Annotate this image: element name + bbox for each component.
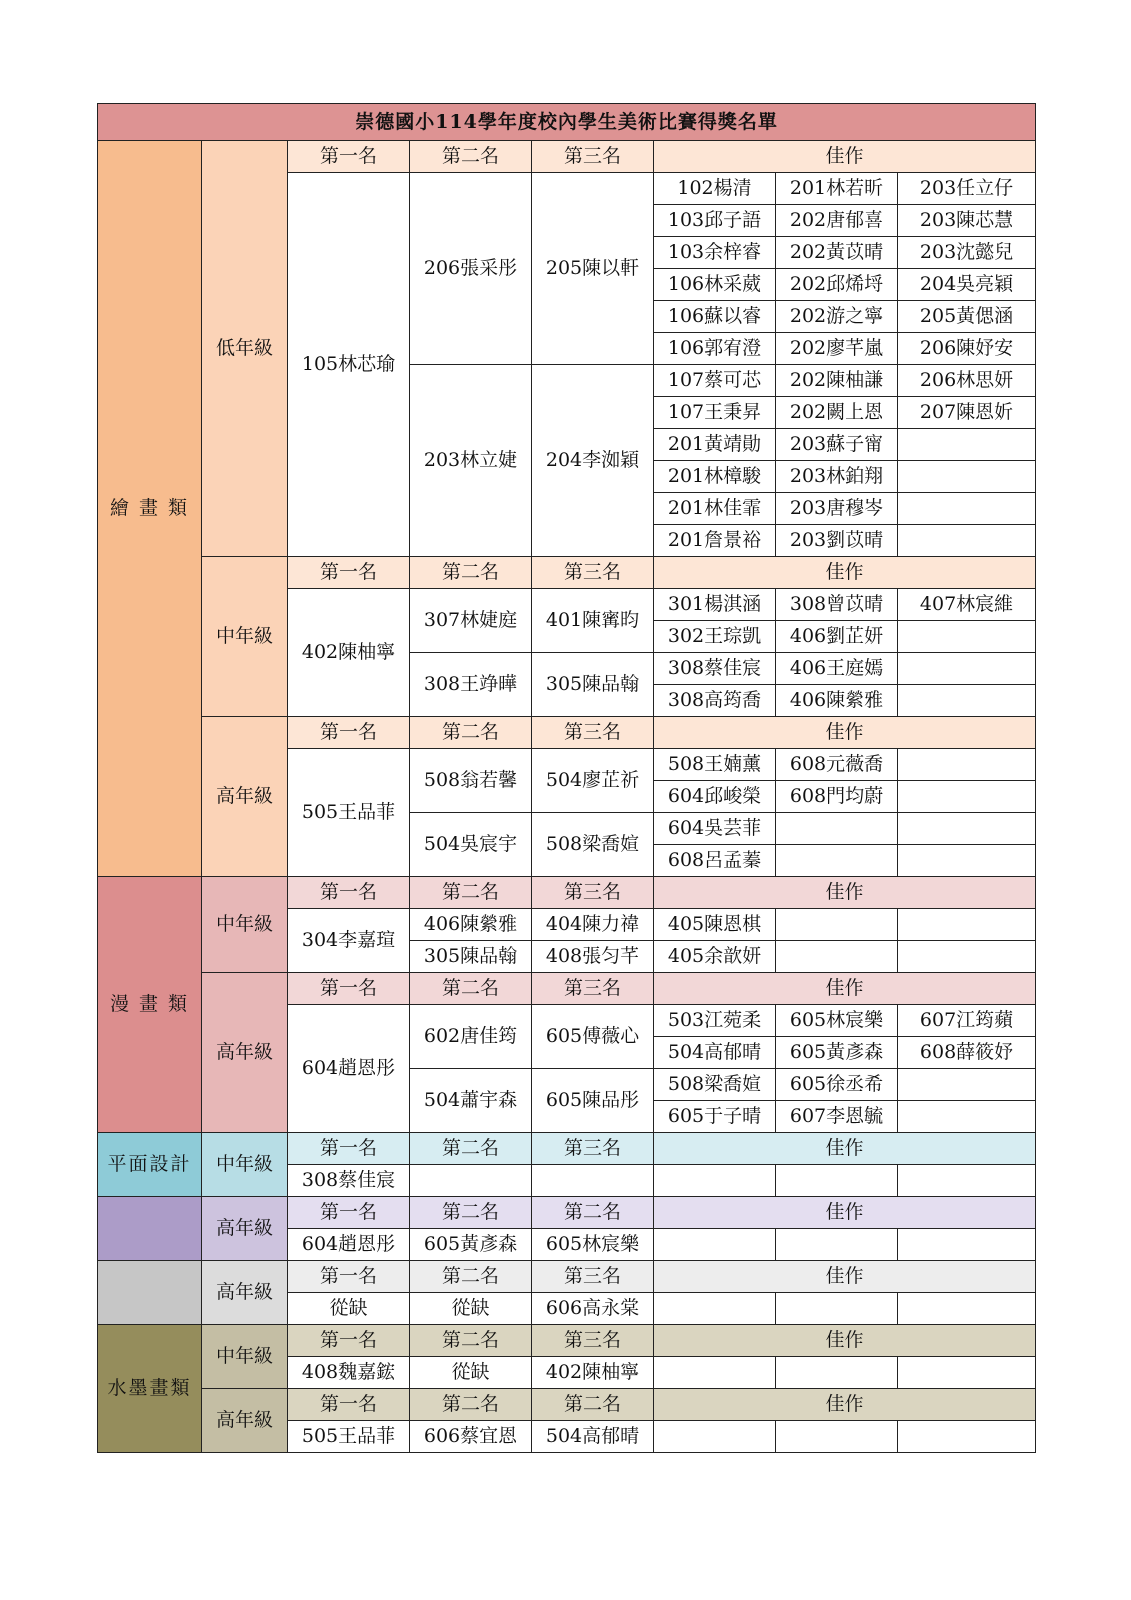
- honorable-header: 佳作: [654, 1133, 1036, 1165]
- rank-header: 第二名: [410, 717, 532, 749]
- honorable-cell: 206林思妍: [898, 365, 1036, 397]
- rank-header: 第一名: [288, 557, 410, 589]
- honorable-cell: [776, 1229, 898, 1261]
- honorable-cell: [898, 685, 1036, 717]
- rank-header: 第二名: [532, 1197, 654, 1229]
- honorable-cell: [898, 1101, 1036, 1133]
- first-place-cell: 408魏嘉鋐: [288, 1357, 410, 1389]
- honorable-cell: 308曾苡晴: [776, 589, 898, 621]
- header-row: [98, 1325, 1036, 1357]
- honorable-cell: 201林佳霏: [654, 493, 776, 525]
- third-place-cell: 404陳力禕: [532, 909, 654, 941]
- honorable-cell: 203任立仔: [898, 173, 1036, 205]
- honorable-cell: 102楊清: [654, 173, 776, 205]
- honorable-cell: 203陳芯慧: [898, 205, 1036, 237]
- rank-header: 第三名: [532, 877, 654, 909]
- honorable-cell: [654, 1357, 776, 1389]
- rank-header: 第一名: [288, 973, 410, 1005]
- third-place-cell: 504高郁晴: [532, 1421, 654, 1453]
- grade-label: 高年級: [202, 1197, 288, 1261]
- third-place-cell: 605傅薇心: [532, 1005, 654, 1069]
- honorable-cell: [898, 1293, 1036, 1325]
- rank-header: 第一名: [288, 717, 410, 749]
- honorable-cell: [776, 1165, 898, 1197]
- first-place-cell: 105林芯瑜: [288, 173, 410, 557]
- third-place-cell: 605陳品彤: [532, 1069, 654, 1133]
- first-place-cell: 505王品菲: [288, 1421, 410, 1453]
- honorable-header: 佳作: [654, 717, 1036, 749]
- second-place-cell: 從缺: [410, 1293, 532, 1325]
- second-place-cell: [410, 1165, 532, 1197]
- honorable-cell: 608門均蔚: [776, 781, 898, 813]
- first-place-cell: 308蔡佳宸: [288, 1165, 410, 1197]
- honorable-header: 佳作: [654, 1389, 1036, 1421]
- third-place-cell: 305陳品翰: [532, 653, 654, 717]
- second-place-cell: 206張采彤: [410, 173, 532, 365]
- honorable-cell: 106蘇以睿: [654, 301, 776, 333]
- grade-label: 中年級: [202, 877, 288, 973]
- rank-header: 第二名: [410, 1133, 532, 1165]
- honorable-cell: [898, 781, 1036, 813]
- rank-header: 第二名: [410, 877, 532, 909]
- honorable-cell: 406陳縈雅: [776, 685, 898, 717]
- honorable-header: 佳作: [654, 1325, 1036, 1357]
- honorable-cell: 201林若昕: [776, 173, 898, 205]
- page-title: 崇德國小114學年度校內學生美術比賽得獎名單: [98, 104, 1036, 141]
- third-place-cell: [532, 1165, 654, 1197]
- category-label: [98, 1197, 202, 1261]
- honorable-cell: [898, 653, 1036, 685]
- third-place-cell: 606高永棠: [532, 1293, 654, 1325]
- honorable-cell: 106林采葳: [654, 269, 776, 301]
- honorable-cell: 508梁喬媗: [654, 1069, 776, 1101]
- second-place-cell: 308王竫曄: [410, 653, 532, 717]
- honorable-header: 佳作: [654, 557, 1036, 589]
- header-row: [98, 557, 1036, 589]
- third-place-cell: 408張匀芊: [532, 941, 654, 973]
- rank-header: 第一名: [288, 1133, 410, 1165]
- rank-header: 第二名: [410, 1261, 532, 1293]
- grade-label: 中年級: [202, 1133, 288, 1197]
- rank-header: 第一名: [288, 141, 410, 173]
- third-place-cell: 205陳以軒: [532, 173, 654, 365]
- category-label: [98, 1261, 202, 1325]
- honorable-cell: 308蔡佳宸: [654, 653, 776, 685]
- header-row: [98, 877, 1036, 909]
- third-place-cell: 402陳柚寧: [532, 1357, 654, 1389]
- rank-header: 第一名: [288, 1197, 410, 1229]
- honorable-cell: 207陳恩妡: [898, 397, 1036, 429]
- honorable-cell: [776, 941, 898, 973]
- category-label: 漫 畫 類: [98, 877, 202, 1133]
- honorable-cell: 202唐郁喜: [776, 205, 898, 237]
- category-label: 繪 畫 類: [98, 141, 202, 877]
- rank-header: 第三名: [532, 973, 654, 1005]
- second-place-cell: 504蕭宇森: [410, 1069, 532, 1133]
- honorable-cell: 607李恩毓: [776, 1101, 898, 1133]
- honorable-cell: 203蘇子甯: [776, 429, 898, 461]
- honorable-cell: 605林宸樂: [776, 1005, 898, 1037]
- honorable-cell: 605徐丞希: [776, 1069, 898, 1101]
- honorable-cell: 201詹景裕: [654, 525, 776, 557]
- third-place-cell: 204李洳穎: [532, 365, 654, 557]
- second-place-cell: 從缺: [410, 1357, 532, 1389]
- honorable-header: 佳作: [654, 141, 1036, 173]
- grade-label: 高年級: [202, 1389, 288, 1453]
- rank-header: 第三名: [532, 717, 654, 749]
- honorable-cell: [898, 813, 1036, 845]
- grade-label: 中年級: [202, 1325, 288, 1389]
- honorable-cell: 405陳恩棋: [654, 909, 776, 941]
- third-place-cell: 504廖芷祈: [532, 749, 654, 813]
- rank-header: 第二名: [410, 141, 532, 173]
- honorable-cell: 103邱子語: [654, 205, 776, 237]
- honorable-cell: [898, 1357, 1036, 1389]
- honorable-cell: [898, 845, 1036, 877]
- grade-label: 高年級: [202, 973, 288, 1133]
- header-row: [98, 141, 1036, 173]
- first-place-cell: 402陳柚寧: [288, 589, 410, 717]
- header-row: [98, 973, 1036, 1005]
- honorable-cell: [654, 1421, 776, 1453]
- first-place-cell: 604趙恩彤: [288, 1229, 410, 1261]
- honorable-cell: 405余歆妍: [654, 941, 776, 973]
- honorable-cell: 205黃偲涵: [898, 301, 1036, 333]
- honorable-cell: [654, 1229, 776, 1261]
- honorable-cell: [776, 1421, 898, 1453]
- honorable-cell: 605黃彥森: [776, 1037, 898, 1069]
- rank-header: 第二名: [532, 1389, 654, 1421]
- honorable-cell: [898, 1165, 1036, 1197]
- honorable-header: 佳作: [654, 877, 1036, 909]
- honorable-cell: 202黃苡晴: [776, 237, 898, 269]
- honorable-cell: 202邱烯埒: [776, 269, 898, 301]
- third-place-cell: 508梁喬媗: [532, 813, 654, 877]
- honorable-cell: 203劉苡晴: [776, 525, 898, 557]
- category-label: 平面設計: [98, 1133, 202, 1197]
- third-place-cell: 401陳寗昀: [532, 589, 654, 653]
- honorable-cell: [898, 493, 1036, 525]
- honorable-cell: [898, 1229, 1036, 1261]
- honorable-cell: [776, 845, 898, 877]
- honorable-cell: 201林樟駿: [654, 461, 776, 493]
- rank-header: 第三名: [532, 557, 654, 589]
- honorable-cell: [898, 525, 1036, 557]
- header-row: [98, 1197, 1036, 1229]
- rank-header: 第一名: [288, 877, 410, 909]
- honorable-cell: [776, 1293, 898, 1325]
- honorable-cell: [898, 1069, 1036, 1101]
- honorable-header: 佳作: [654, 1261, 1036, 1293]
- rank-header: 第三名: [532, 141, 654, 173]
- honorable-cell: 407林宸維: [898, 589, 1036, 621]
- header-row: [98, 1261, 1036, 1293]
- rank-header: 第二名: [410, 1197, 532, 1229]
- third-place-cell: 605林宸樂: [532, 1229, 654, 1261]
- category-label: 水墨畫類: [98, 1325, 202, 1453]
- honorable-cell: 202游之寧: [776, 301, 898, 333]
- second-place-cell: 504吳宸宇: [410, 813, 532, 877]
- honorable-cell: 202廖芊嵐: [776, 333, 898, 365]
- honorable-cell: 406王庭嫣: [776, 653, 898, 685]
- honorable-cell: [654, 1293, 776, 1325]
- grade-label: 低年級: [202, 141, 288, 557]
- header-row: [98, 1389, 1036, 1421]
- honorable-cell: 503江菀柔: [654, 1005, 776, 1037]
- awards-table: [97, 103, 1036, 1453]
- rank-header: 第一名: [288, 1261, 410, 1293]
- honorable-cell: 604吳芸菲: [654, 813, 776, 845]
- honorable-cell: 608元薇喬: [776, 749, 898, 781]
- second-place-cell: 307林婕庭: [410, 589, 532, 653]
- honorable-cell: 103余梓睿: [654, 237, 776, 269]
- header-row: [98, 717, 1036, 749]
- rank-header: 第一名: [288, 1389, 410, 1421]
- first-place-cell: 505王品菲: [288, 749, 410, 877]
- rank-header: 第三名: [532, 1325, 654, 1357]
- honorable-cell: [776, 1357, 898, 1389]
- honorable-cell: [776, 909, 898, 941]
- rank-header: 第二名: [410, 1389, 532, 1421]
- honorable-cell: 202陳柚謙: [776, 365, 898, 397]
- second-place-cell: 605黃彥森: [410, 1229, 532, 1261]
- honorable-cell: 206陳妤安: [898, 333, 1036, 365]
- header-row: [98, 1133, 1036, 1165]
- honorable-cell: 203唐穆岑: [776, 493, 898, 525]
- honorable-header: 佳作: [654, 973, 1036, 1005]
- honorable-cell: [776, 813, 898, 845]
- honorable-cell: 301楊淇涵: [654, 589, 776, 621]
- honorable-cell: [898, 1421, 1036, 1453]
- honorable-cell: 604邱峻榮: [654, 781, 776, 813]
- grade-label: 高年級: [202, 717, 288, 877]
- first-place-cell: 從缺: [288, 1293, 410, 1325]
- honorable-cell: [898, 941, 1036, 973]
- honorable-cell: 107王秉昇: [654, 397, 776, 429]
- honorable-cell: 608呂孟蓁: [654, 845, 776, 877]
- honorable-cell: 203林鉑翔: [776, 461, 898, 493]
- honorable-cell: 608薛筱妤: [898, 1037, 1036, 1069]
- honorable-header: 佳作: [654, 1197, 1036, 1229]
- rank-header: 第三名: [532, 1261, 654, 1293]
- first-place-cell: 304李嘉瑄: [288, 909, 410, 973]
- first-place-cell: 604趙恩彤: [288, 1005, 410, 1133]
- honorable-cell: [898, 621, 1036, 653]
- honorable-cell: 508王婻薰: [654, 749, 776, 781]
- honorable-cell: 308高筠喬: [654, 685, 776, 717]
- honorable-cell: [898, 909, 1036, 941]
- honorable-cell: 202闕上恩: [776, 397, 898, 429]
- honorable-cell: 504高郁晴: [654, 1037, 776, 1069]
- honorable-cell: [654, 1165, 776, 1197]
- second-place-cell: 606蔡宜恩: [410, 1421, 532, 1453]
- grade-label: 高年級: [202, 1261, 288, 1325]
- honorable-cell: 106郭宥澄: [654, 333, 776, 365]
- rank-header: 第二名: [410, 973, 532, 1005]
- second-place-cell: 406陳縈雅: [410, 909, 532, 941]
- rank-header: 第一名: [288, 1325, 410, 1357]
- rank-header: 第二名: [410, 1325, 532, 1357]
- honorable-cell: 302王琮凱: [654, 621, 776, 653]
- second-place-cell: 508翁若馨: [410, 749, 532, 813]
- honorable-cell: 607江筠蘋: [898, 1005, 1036, 1037]
- second-place-cell: 305陳品翰: [410, 941, 532, 973]
- honorable-cell: [898, 461, 1036, 493]
- honorable-cell: 203沈懿兒: [898, 237, 1036, 269]
- rank-header: 第三名: [532, 1133, 654, 1165]
- honorable-cell: [898, 429, 1036, 461]
- grade-label: 中年級: [202, 557, 288, 717]
- second-place-cell: 602唐佳筠: [410, 1005, 532, 1069]
- honorable-cell: 605于子晴: [654, 1101, 776, 1133]
- honorable-cell: 201黃靖勛: [654, 429, 776, 461]
- honorable-cell: 204吳亮穎: [898, 269, 1036, 301]
- honorable-cell: 107蔡可芯: [654, 365, 776, 397]
- honorable-cell: [898, 749, 1036, 781]
- rank-header: 第二名: [410, 557, 532, 589]
- second-place-cell: 203林立婕: [410, 365, 532, 557]
- honorable-cell: 406劉芷妍: [776, 621, 898, 653]
